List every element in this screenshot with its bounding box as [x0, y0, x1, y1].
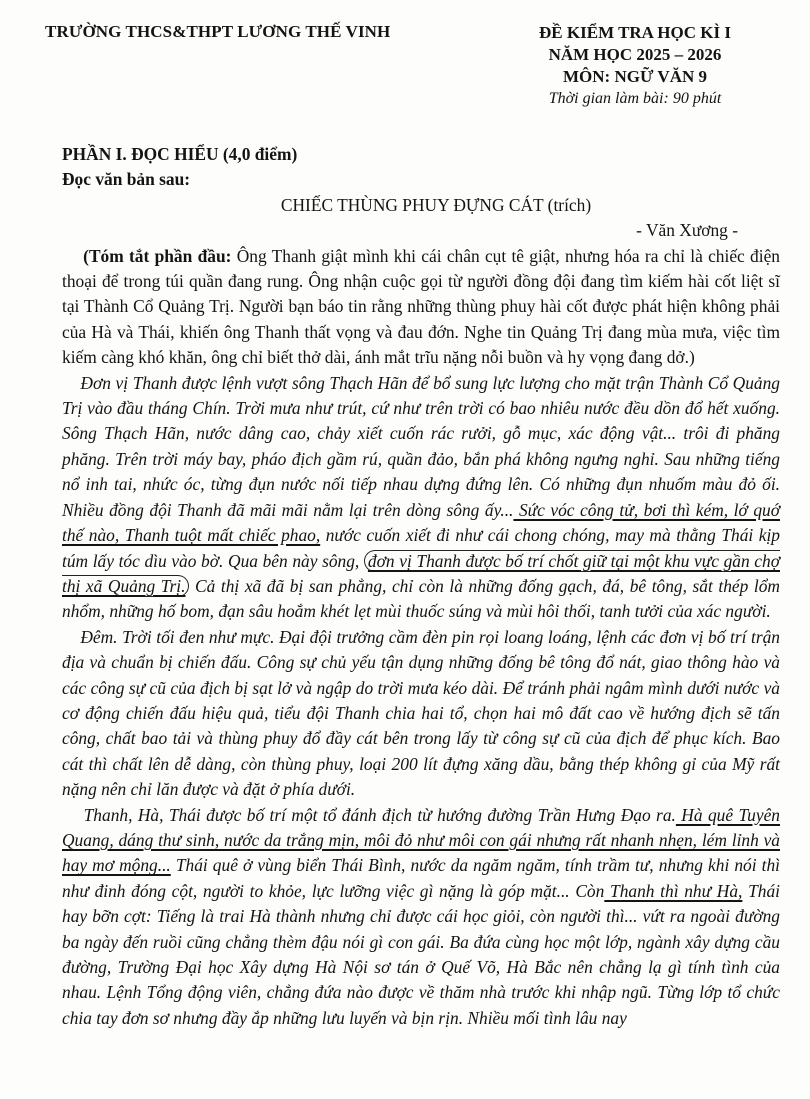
p3-underlined: Hà quê Tuyên Quang, dáng thư sinh, nước da trắng mịn, môi đỏ như môi con gái nhưng rất nhanh nhẹn, lém lỉnh và hay mơ mộng... [62, 804, 780, 876]
duration: Thời gian làm bài: 90 phút [548, 90, 722, 107]
exam-title: ĐỀ KIỂM TRA HỌC KÌ I [539, 23, 731, 42]
summary-body: Ông Thanh giật mình khi cái chân cụt tê giật, nhưng hóa ra chỉ là chiếc điện thoại để trong túi quần đang rung. Ông nhận cuộc gọi từ người đồng đội đang tìm kiếm hài cốt liệt sĩ tại Thành Cổ Quảng Trị. Người bạn báo tin rằng những thùng phuy hài cốt được phát hiện không phải của Hà và Thái, khiến ông Thanh thất vọng và đau đớn. Nghe tin Quảng Trị đang mùa mưa, việc tìm kiếm càng khó khăn, ông chỉ biết thở dài, ánh mắt trĩu nặng nỗi buồn và hy vọng đang dở.) [62, 245, 781, 368]
exam-header [0, 22, 810, 122]
section-instruction: Đọc văn bản sau: [62, 169, 191, 190]
section-title: PHẦN I. ĐỌC HIỂU (4,0 điểm) [62, 144, 298, 164]
p3-text-c: Thái hay bỡn cợt: Tiếng là trai Hà thành nhưng chỉ được cái học giỏi, còn người thì... vứt ra ngoài đường ba ngày đến ruồi cũng chẳng thèm đậu nói gì con gái. Ba đứa cùng học một lớp, ngành xây dựng cầu đường, Trường Đại học Xây dựng Hà Nội sơ tán ở Quế Võ, Hà Bắc nên chẳng lạ gì tính tình của nhau. Lệnh Tổng động viên, chẳng đứa nào được về thăm nhà trước khi nhập ngũ. Từng lớp tổ chức chia tay đơn sơ nhưng đầy ắp những lưu luyến và bịn rịn. Nhiều mối tình lâu nay [62, 880, 780, 1028]
story-author: - Văn Xương - [636, 220, 738, 241]
p1-underlined: Sức vóc công tử, bơi thì kém, lớ quớ thế nào, Thanh tuột mất chiếc phao, [62, 499, 780, 546]
p3-text-b: Thái quê ở vùng biển Thái Bình, nước da ngăm ngăm, tính trầm tư, nhưng khi nói thì như đinh đóng cột, người to khỏe, lực lưỡng việc gì nặng là góp mặt... Còn [62, 855, 780, 901]
p1-circled-phrase: đơn vị Thanh được bố trí chốt giữ tại một khu vực gần chợ thị xã Quảng Trị. [62, 550, 780, 596]
story-title: CHIẾC THÙNG PHUY ĐỰNG CÁT (trích) [280, 194, 592, 215]
paragraph-2 [62, 625, 780, 803]
school-name: TRƯỜNG THCS&THPT LƯƠNG THẾ VINH [45, 22, 391, 41]
p2-text: Đêm. Trời tối đen như mực. Đại đội trưởng cầm đèn pin rọi loang loáng, lệnh các đơn vị bố trí trận địa và chuẩn bị chiến đấu. Công sự chủ yếu tận dụng những đống bê tông đổ nát, giao thông hào và các công sự cũ của địch bị sạt lở và ngập do trời mưa kéo dài. Để tránh phải ngâm mình dưới nước và cơ động chiến đấu hiệu quả, tiểu đội Thanh chia hai tổ, chọn hai mô đất cao về hướng địch sẽ tấn công, chất bao tải và thùng phuy đổ đầy cát bên trong lấy từ công sự cũ của địch để phục kích. Bao cát thì chất lên dễ dàng, còn thùng phuy, loại 200 lít đựng xăng dầu, bằng thép không gỉ của Mỹ rất nặng nên chỉ lăn được và đặt ở phía dưới. [62, 626, 780, 800]
summary-paragraph [62, 244, 780, 371]
p3-text-a: Thanh, Hà, Thái được bố trí một tổ đánh địch từ hướng đường Trần Hưng Đạo ra. [83, 804, 676, 825]
p1-text-a: Đơn vị Thanh được lệnh vượt sông Thạch Hãn để bổ sung lực lượng cho mặt trận Thành Cổ Quảng Trị vào đầu tháng Chín. Trời mưa như trút, cứ như trên trời có bao nhiêu nước đều dồn đổ hết xuống. Sông Thạch Hãn, nước dâng cao, chảy xiết cuốn rác rưởi, gỗ mục, xác động vật... trôi đi phăng phăng. Trên trời máy bay, pháo địch gầm rú, quần đảo, bắn phá không ngưng nghỉ. Sau những tiếng nổ inh tai, nhức óc, từng đụn nước nối tiếp nhau dựng đứng lên. Có những đụn nhuốm màu đỏ ối. Nhiều đồng đội Thanh đã mãi mãi nằm lại trên dòng sông ấy... [62, 372, 781, 520]
paragraph-1 [62, 371, 780, 625]
summary-lead: (Tóm tắt phần đầu: [83, 245, 232, 266]
exam-info [520, 22, 750, 110]
p3-underlined-2: Thanh thì như Hà, [604, 880, 743, 901]
school-year: NĂM HỌC 2025 – 2026 [548, 45, 722, 64]
paragraph-3 [62, 803, 780, 1032]
p1-text-d: Cả thị xã đã bị san phẳng, chỉ còn là những đống gạch, đá, bê tông, sắt thép lổm nhổm, những hố bom, đạn sâu hoắm khét lẹt mùi thuốc súng và mùi hôi thối, tanh tưởi của xác người. [62, 575, 780, 622]
subject: MÔN: NGỮ VĂN 9 [562, 67, 707, 86]
p1-text-b: nước cuốn xiết đi như cái chong chóng, may mà thằng Thái kịp túm lấy tóc dìu vào bờ. Qua bên này sông, [62, 525, 780, 571]
reading-section [62, 142, 780, 1031]
